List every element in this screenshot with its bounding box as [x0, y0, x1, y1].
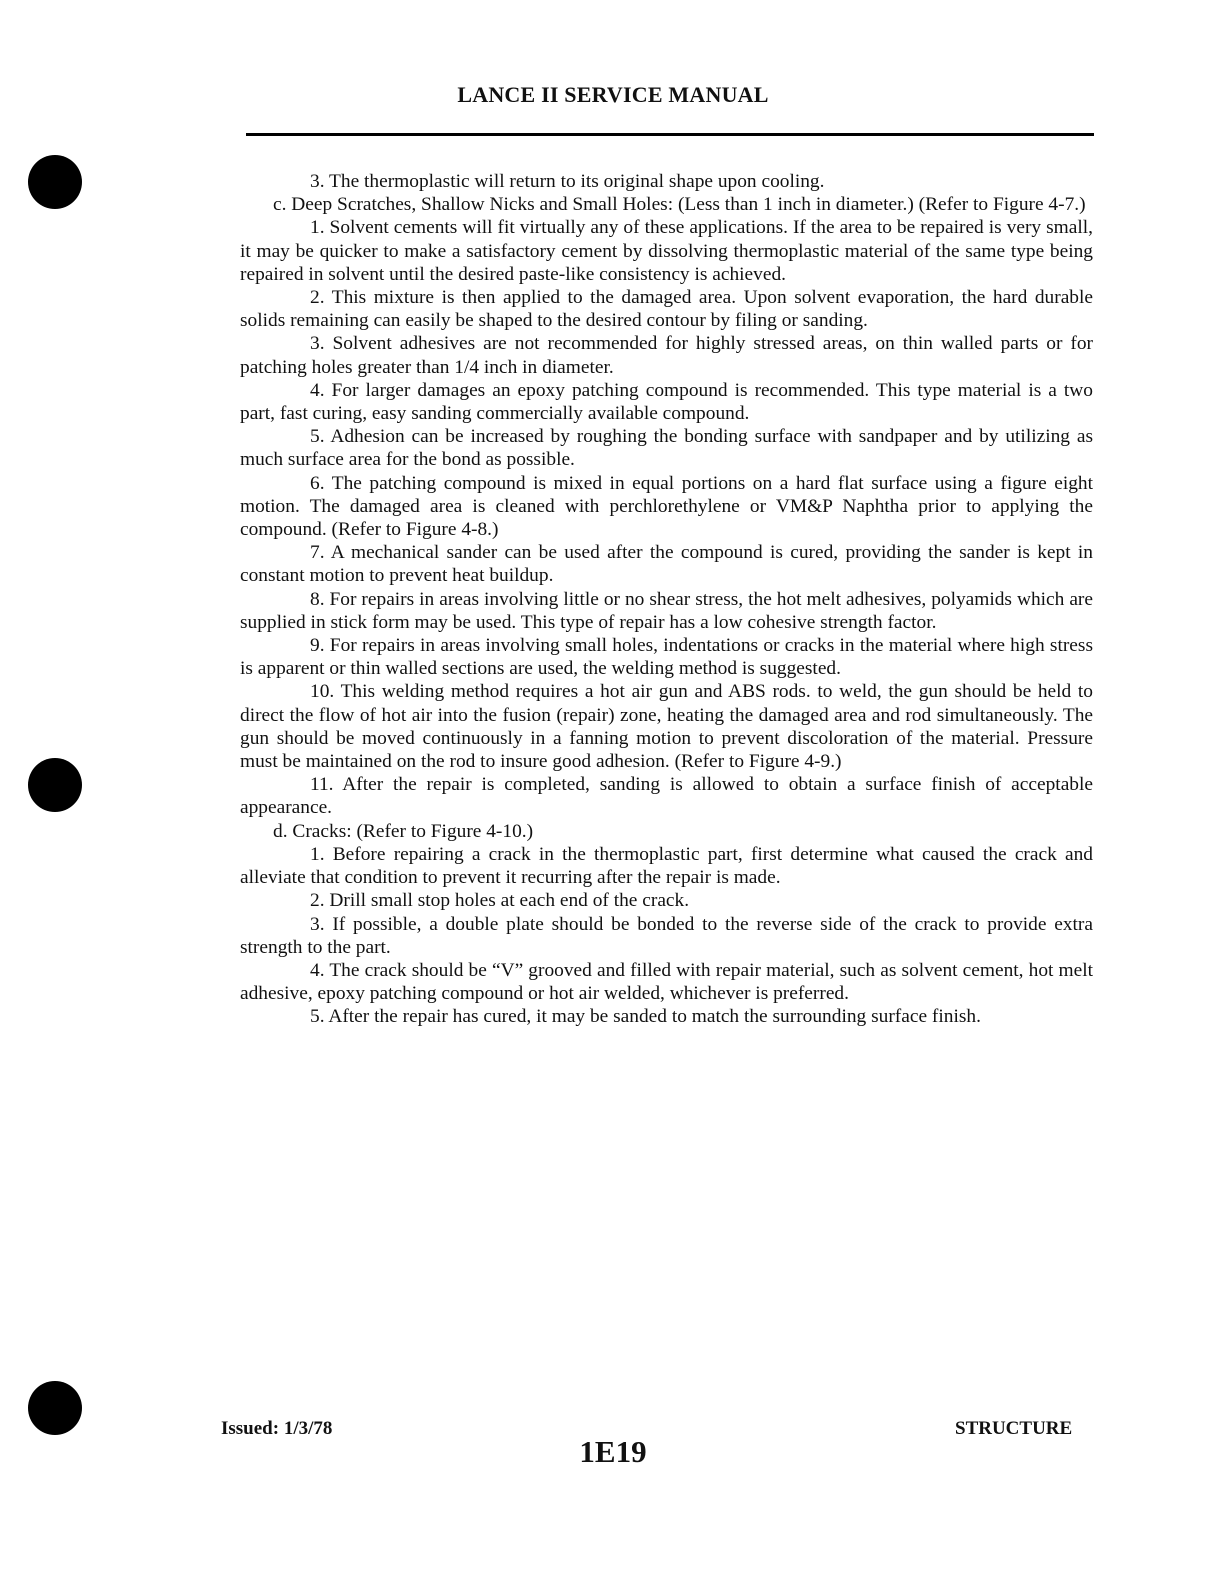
paragraph: 9. For repairs in areas involving small holes, indentations or cracks in the material where high stress is apparent or thin walled sections are used, the welding method is suggested. [240, 635, 1093, 680]
paragraph: 5. Adhesion can be increased by roughing the bonding surface with sandpaper and by utilizing as much surface area for the bond as possible. [240, 426, 1093, 471]
paragraph: 10. This welding method requires a hot air gun and ABS rods. to weld, the gun should be held to direct the flow of hot air into the fusion (repair) zone, heating the damaged area and rod simultaneously. The gun should be moved continuously in a fanning motion to prevent discoloration of the material. Pressure must be maintained on the rod to insure good adhesion. (Refer to Figure 4-9.) [240, 681, 1093, 773]
paragraph: 11. After the repair is completed, sanding is allowed to obtain a surface finish of acceptable appearance. [240, 774, 1093, 819]
paragraph: 2. This mixture is then applied to the damaged area. Upon solvent evaporation, the hard durable solids remaining can easily be shaped to the desired contour by filing or sanding. [240, 287, 1093, 332]
issued-date: Issued: 1/3/78 [221, 1418, 333, 1439]
paragraph: 8. For repairs in areas involving little or no shear stress, the hot melt adhesives, polyamids which are supplied in stick form may be used. This type of repair has a low cohesive strength factor. [240, 588, 1093, 633]
paragraph: 3. Solvent adhesives are not recommended for highly stressed areas, on thin walled parts or for patching holes greater than 1/4 inch in diameter. [240, 333, 1093, 378]
paragraph: 3. If possible, a double plate should be bonded to the reverse side of the crack to provide extra strength to the part. [240, 913, 1093, 958]
paragraph: 1. Solvent cements will fit virtually any of these applications. If the area to be repaired is very small, it may be quicker to make a satisfactory cement by dissolving thermoplastic material of the same type being repaired in solvent until the desired paste-like consistency is achieved. [240, 217, 1093, 285]
paragraph: 3. The thermoplastic will return to its original shape upon cooling. [310, 171, 825, 192]
page-code: 1E19 [579, 1434, 647, 1469]
paragraph: 7. A mechanical sander can be used after the compound is cured, providing the sander is kept in constant motion to prevent heat buildup. [240, 542, 1093, 587]
paragraph: 4. The crack should be “V” grooved and filled with repair material, such as solvent cement, hot melt adhesive, epoxy patching compound or hot air welded, whichever is preferred. [240, 959, 1093, 1005]
binder-hole-middle [28, 758, 82, 812]
binder-hole-top [28, 155, 82, 209]
section-heading: c. Deep Scratches, Shallow Nicks and Small Holes: (Less than 1 inch in diameter.) (Refer to Figure 4-7.) [273, 194, 1086, 216]
paragraph: 6. The patching compound is mixed in equal portions on a hard flat surface using a figure eight motion. The damaged area is cleaned with perchlorethylene or VM&P Naphtha prior to applying the compound. (Refer to Figure 4-8.) [240, 472, 1093, 541]
page-title: LANCE II SERVICE MANUAL [457, 82, 769, 107]
paragraph: 5. After the repair has cured, it may be sanded to match the surrounding surface finish. [310, 1006, 981, 1028]
section-name: STRUCTURE [955, 1418, 1073, 1439]
paragraph: 1. Before repairing a crack in the thermoplastic part, first determine what caused the crack and alleviate that condition to prevent it recurring after the repair is made. [240, 843, 1093, 889]
header-rule [246, 133, 1094, 136]
paragraph: 2. Drill small stop holes at each end of the crack. [310, 890, 690, 912]
binder-hole-bottom [28, 1381, 82, 1435]
body-text [240, 170, 1093, 1029]
section-heading: d. Cracks: (Refer to Figure 4-10.) [273, 820, 534, 842]
paragraph: 4. For larger damages an epoxy patching compound is recommended. This type material is a two part, fast curing, easy sanding commercially available compound. [240, 379, 1093, 425]
